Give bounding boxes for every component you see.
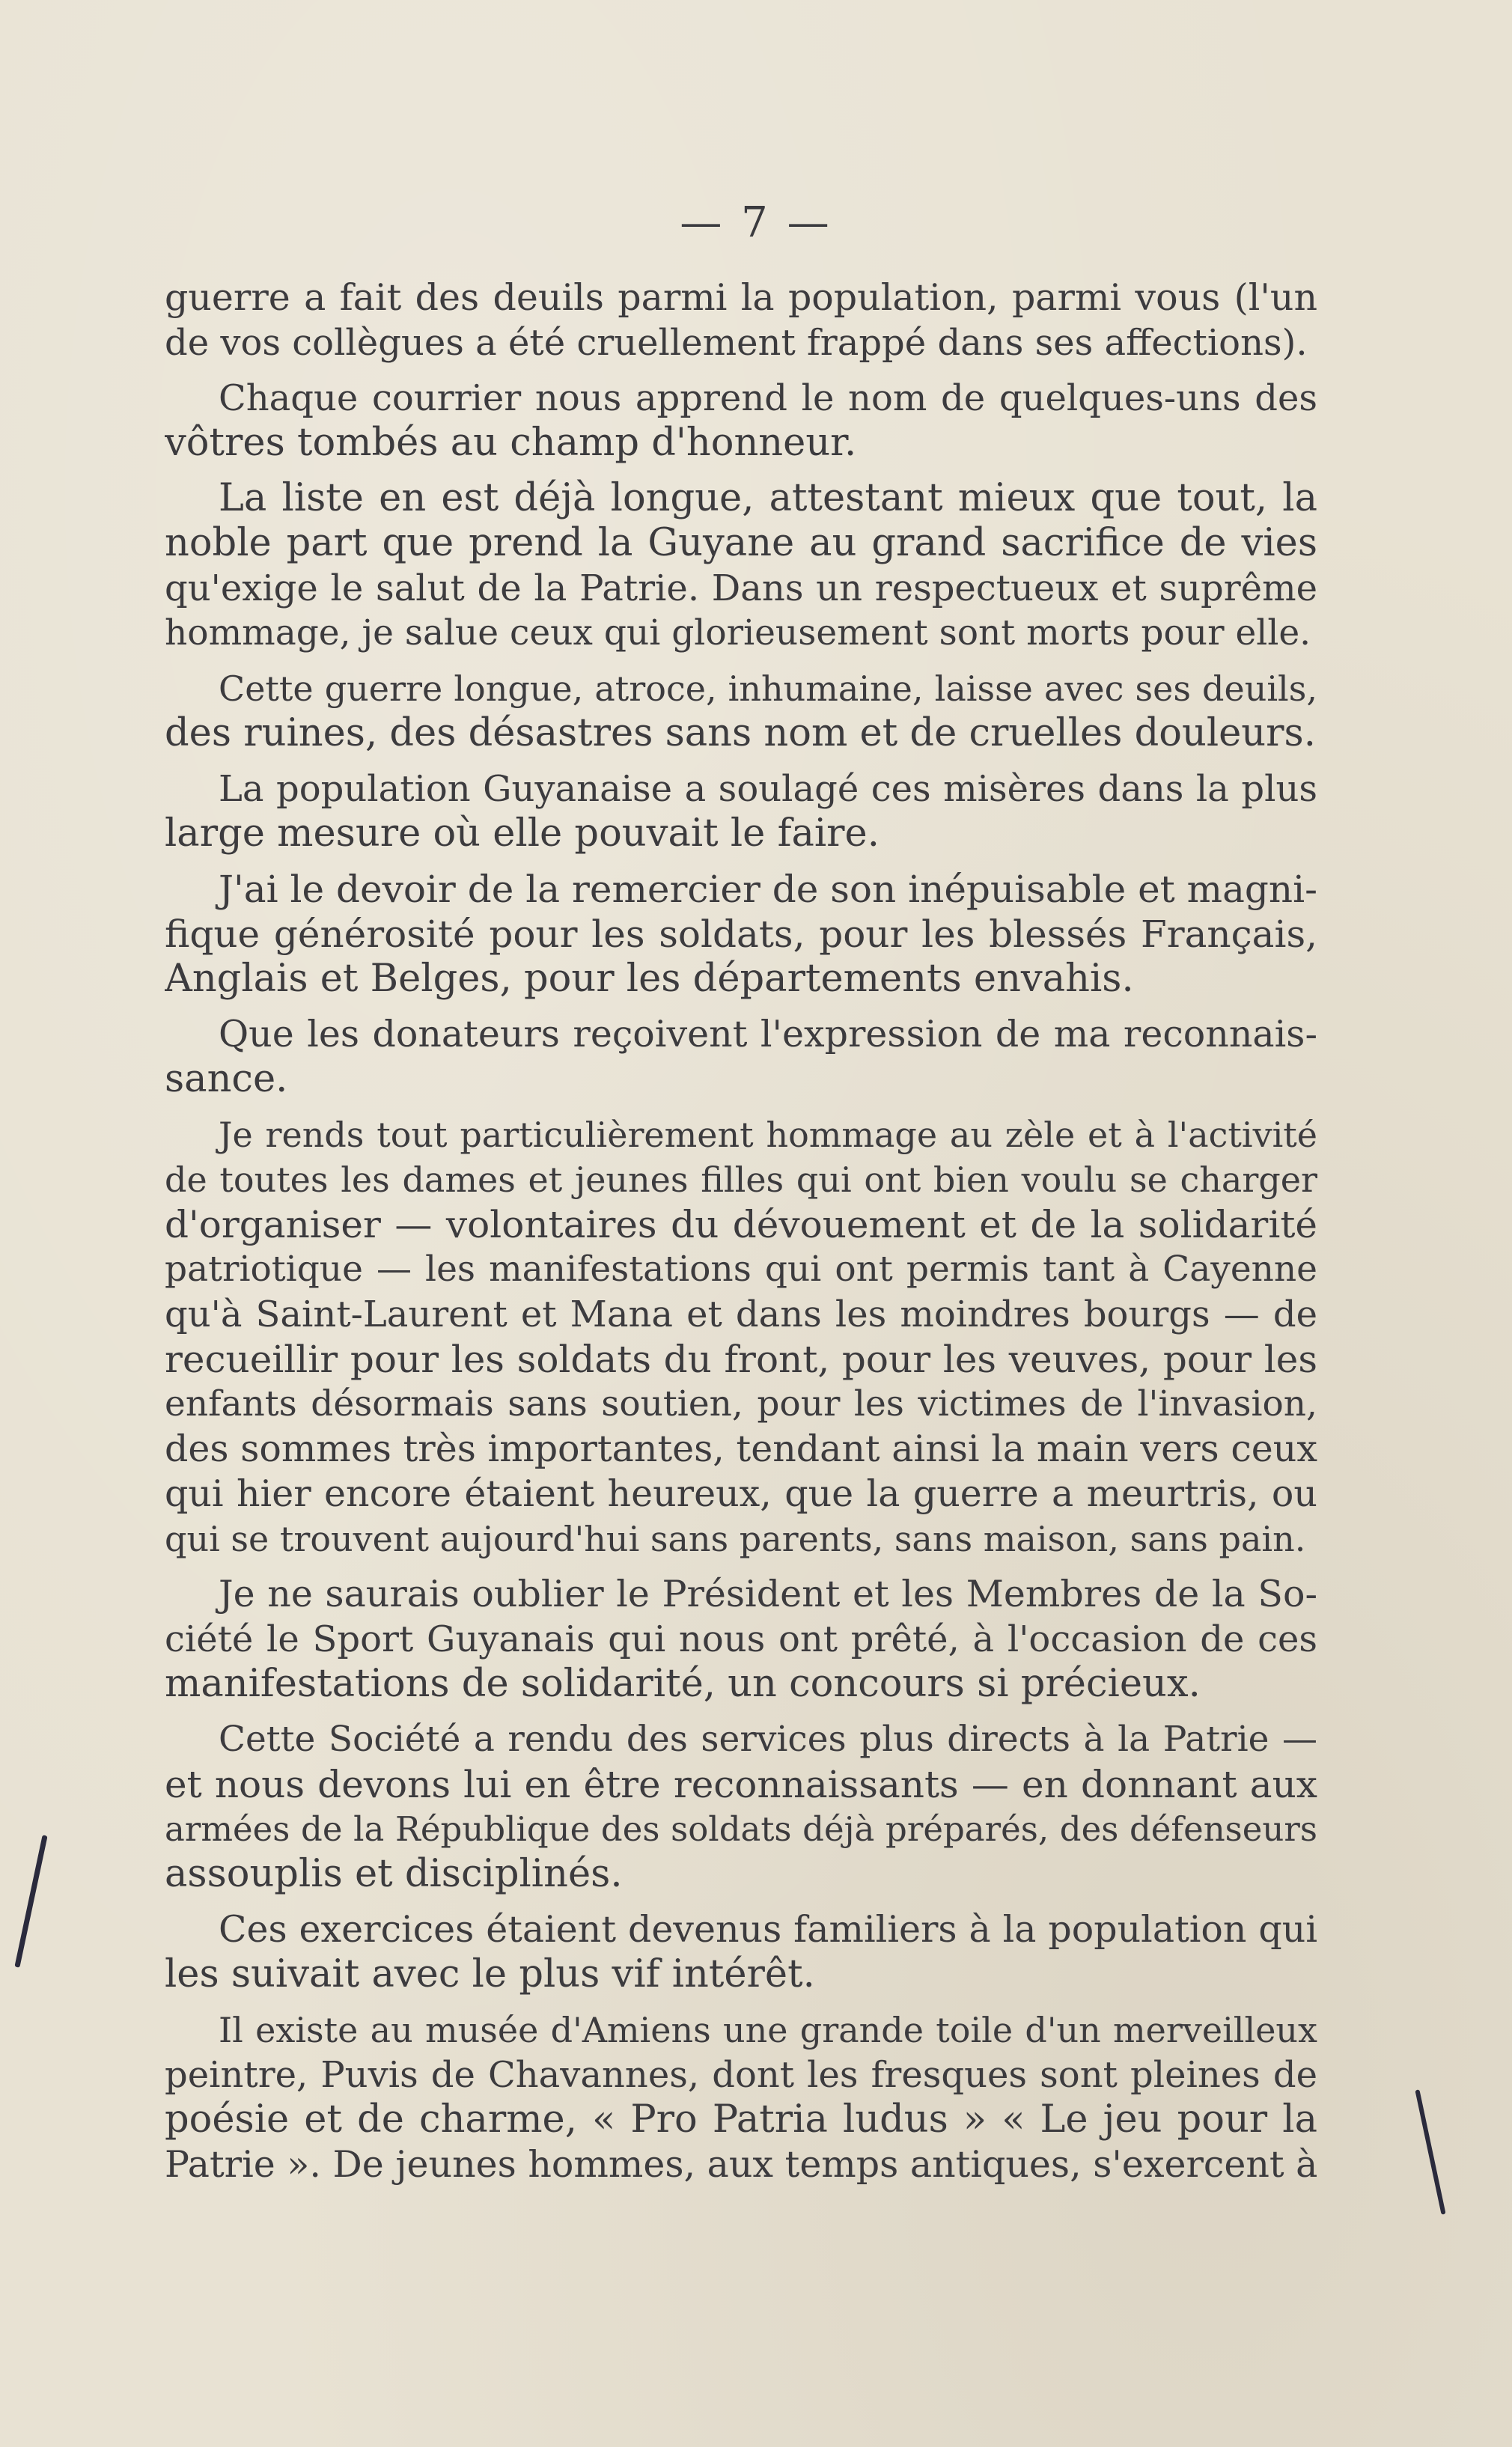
text-line: d'organiser — volontaires du dévouement et de la solidarité (165, 1203, 1317, 1246)
text-line: les suivait avec le plus vif intérêt. (165, 1952, 815, 1996)
text-line: de toutes les dames et jeunes filles qui ont bien voulu se charger (165, 1159, 1317, 1200)
paragraph (165, 275, 1317, 365)
text-line: Que les donateurs reçoivent l'expression de ma reconnais- (219, 1013, 1317, 1055)
paragraph (165, 1112, 1317, 1561)
text-line: patriotique — les manifestations qui ont permis tant à Cayenne (165, 1249, 1317, 1290)
text-line: fique générosité pour les soldats, pour les blessés Français, (165, 912, 1317, 956)
text-line: sance. (165, 1057, 288, 1101)
text-line: guerre a fait des deuils parmi la population, parmi vous (l'un (165, 276, 1317, 319)
paragraph (165, 666, 1317, 756)
paragraph (165, 1572, 1317, 1707)
text-line: qu'à Saint-Laurent et Mana et dans les moindres bourgs — de (165, 1293, 1317, 1335)
paragraph (165, 2008, 1317, 2187)
text-line: assouplis et disciplinés. (165, 1852, 623, 1896)
page-number: — 7 — (680, 198, 832, 247)
text-line: La population Guyanaise a soulagé ces misères dans la plus (219, 768, 1317, 810)
text-line: large mesure où elle pouvait le faire. (165, 811, 880, 856)
text-line: noble part que prend la Guyane au grand sacrifice de vies (165, 521, 1317, 565)
text-line: Cette guerre longue, atroce, inhumaine, laisse avec ses deuils, (219, 668, 1317, 709)
text-line: Je rends tout particulièrement hommage au zèle et à l'activité (219, 1115, 1317, 1155)
text-line: vôtres tombés au champ d'honneur. (165, 421, 857, 465)
text-line: Cette Société a rendu des services plus directs à la Patrie — (219, 1719, 1317, 1760)
text-line: ciété le Sport Guyanais qui nous ont prêté, à l'occasion de ces (165, 1618, 1317, 1660)
paragraph (165, 376, 1317, 466)
margin-pencil-mark-right (1415, 2089, 1445, 2215)
text-line: Je ne saurais oublier le Président et les Membres de la So- (219, 1573, 1317, 1615)
text-line: Il existe au musée d'Amiens une grande toile d'un merveilleux (219, 2010, 1317, 2050)
paragraph (165, 767, 1317, 856)
text-line: et nous devons lui en être reconnaissants — en donnant aux (165, 1763, 1317, 1806)
text-line: des sommes très importantes, tendant ainsi la main vers ceux (165, 1427, 1317, 1470)
text-line: peintre, Puvis de Chavannes, dont les fresques sont pleines de (165, 2054, 1317, 2096)
text-line: manifestations de solidarité, un concours si précieux. (165, 1662, 1201, 1706)
paragraph (165, 1012, 1317, 1102)
paragraph (165, 867, 1317, 1002)
text-line: de vos collègues a été cruellement frappé dans ses affections). (165, 322, 1308, 364)
text-line: recueillir pour les soldats du front, pour les veuves, pour les (165, 1338, 1317, 1381)
text-line: des ruines, des désastres sans nom et de cruelles douleurs. (165, 711, 1316, 755)
text-line: Ces exercices étaient devenus familiers à la population qui (219, 1908, 1317, 1951)
text-line: armées de la République des soldats déjà préparés, des défenseurs (165, 1809, 1317, 1849)
text-line: enfants désormais sans soutien, pour les victimes de l'invasion, (165, 1383, 1317, 1424)
text-line: Anglais et Belges, pour les départements envahis. (165, 957, 1134, 1001)
text-line: qui hier encore étaient heureux, que la guerre a meurtris, ou (165, 1472, 1317, 1515)
text-line: Chaque courrier nous apprend le nom de quelques-uns des (219, 377, 1317, 419)
body-text (165, 275, 1317, 2198)
paragraph (165, 1907, 1317, 1997)
text-line: J'ai le devoir de la remercier de son inépuisable et magni- (219, 868, 1317, 911)
text-line: La liste en est déjà longue, attestant mieux que tout, la (219, 476, 1317, 520)
paragraph (165, 1717, 1317, 1897)
text-line: qu'exige le salut de la Patrie. Dans un respectueux et suprême (165, 567, 1317, 609)
text-line: Patrie ». De jeunes hommes, aux temps antiques, s'exercent à (165, 2143, 1317, 2186)
text-line: qui se trouvent aujourd'hui sans parents, sans maison, sans pain. (165, 1519, 1306, 1559)
text-line: poésie et de charme, « Pro Patria ludus » « Le jeu pour la (165, 2097, 1317, 2142)
text-line: hommage, je salue ceux qui glorieusement sont morts pour elle. (165, 612, 1311, 653)
paragraph (165, 476, 1317, 656)
margin-pencil-mark-left (14, 1835, 47, 1968)
